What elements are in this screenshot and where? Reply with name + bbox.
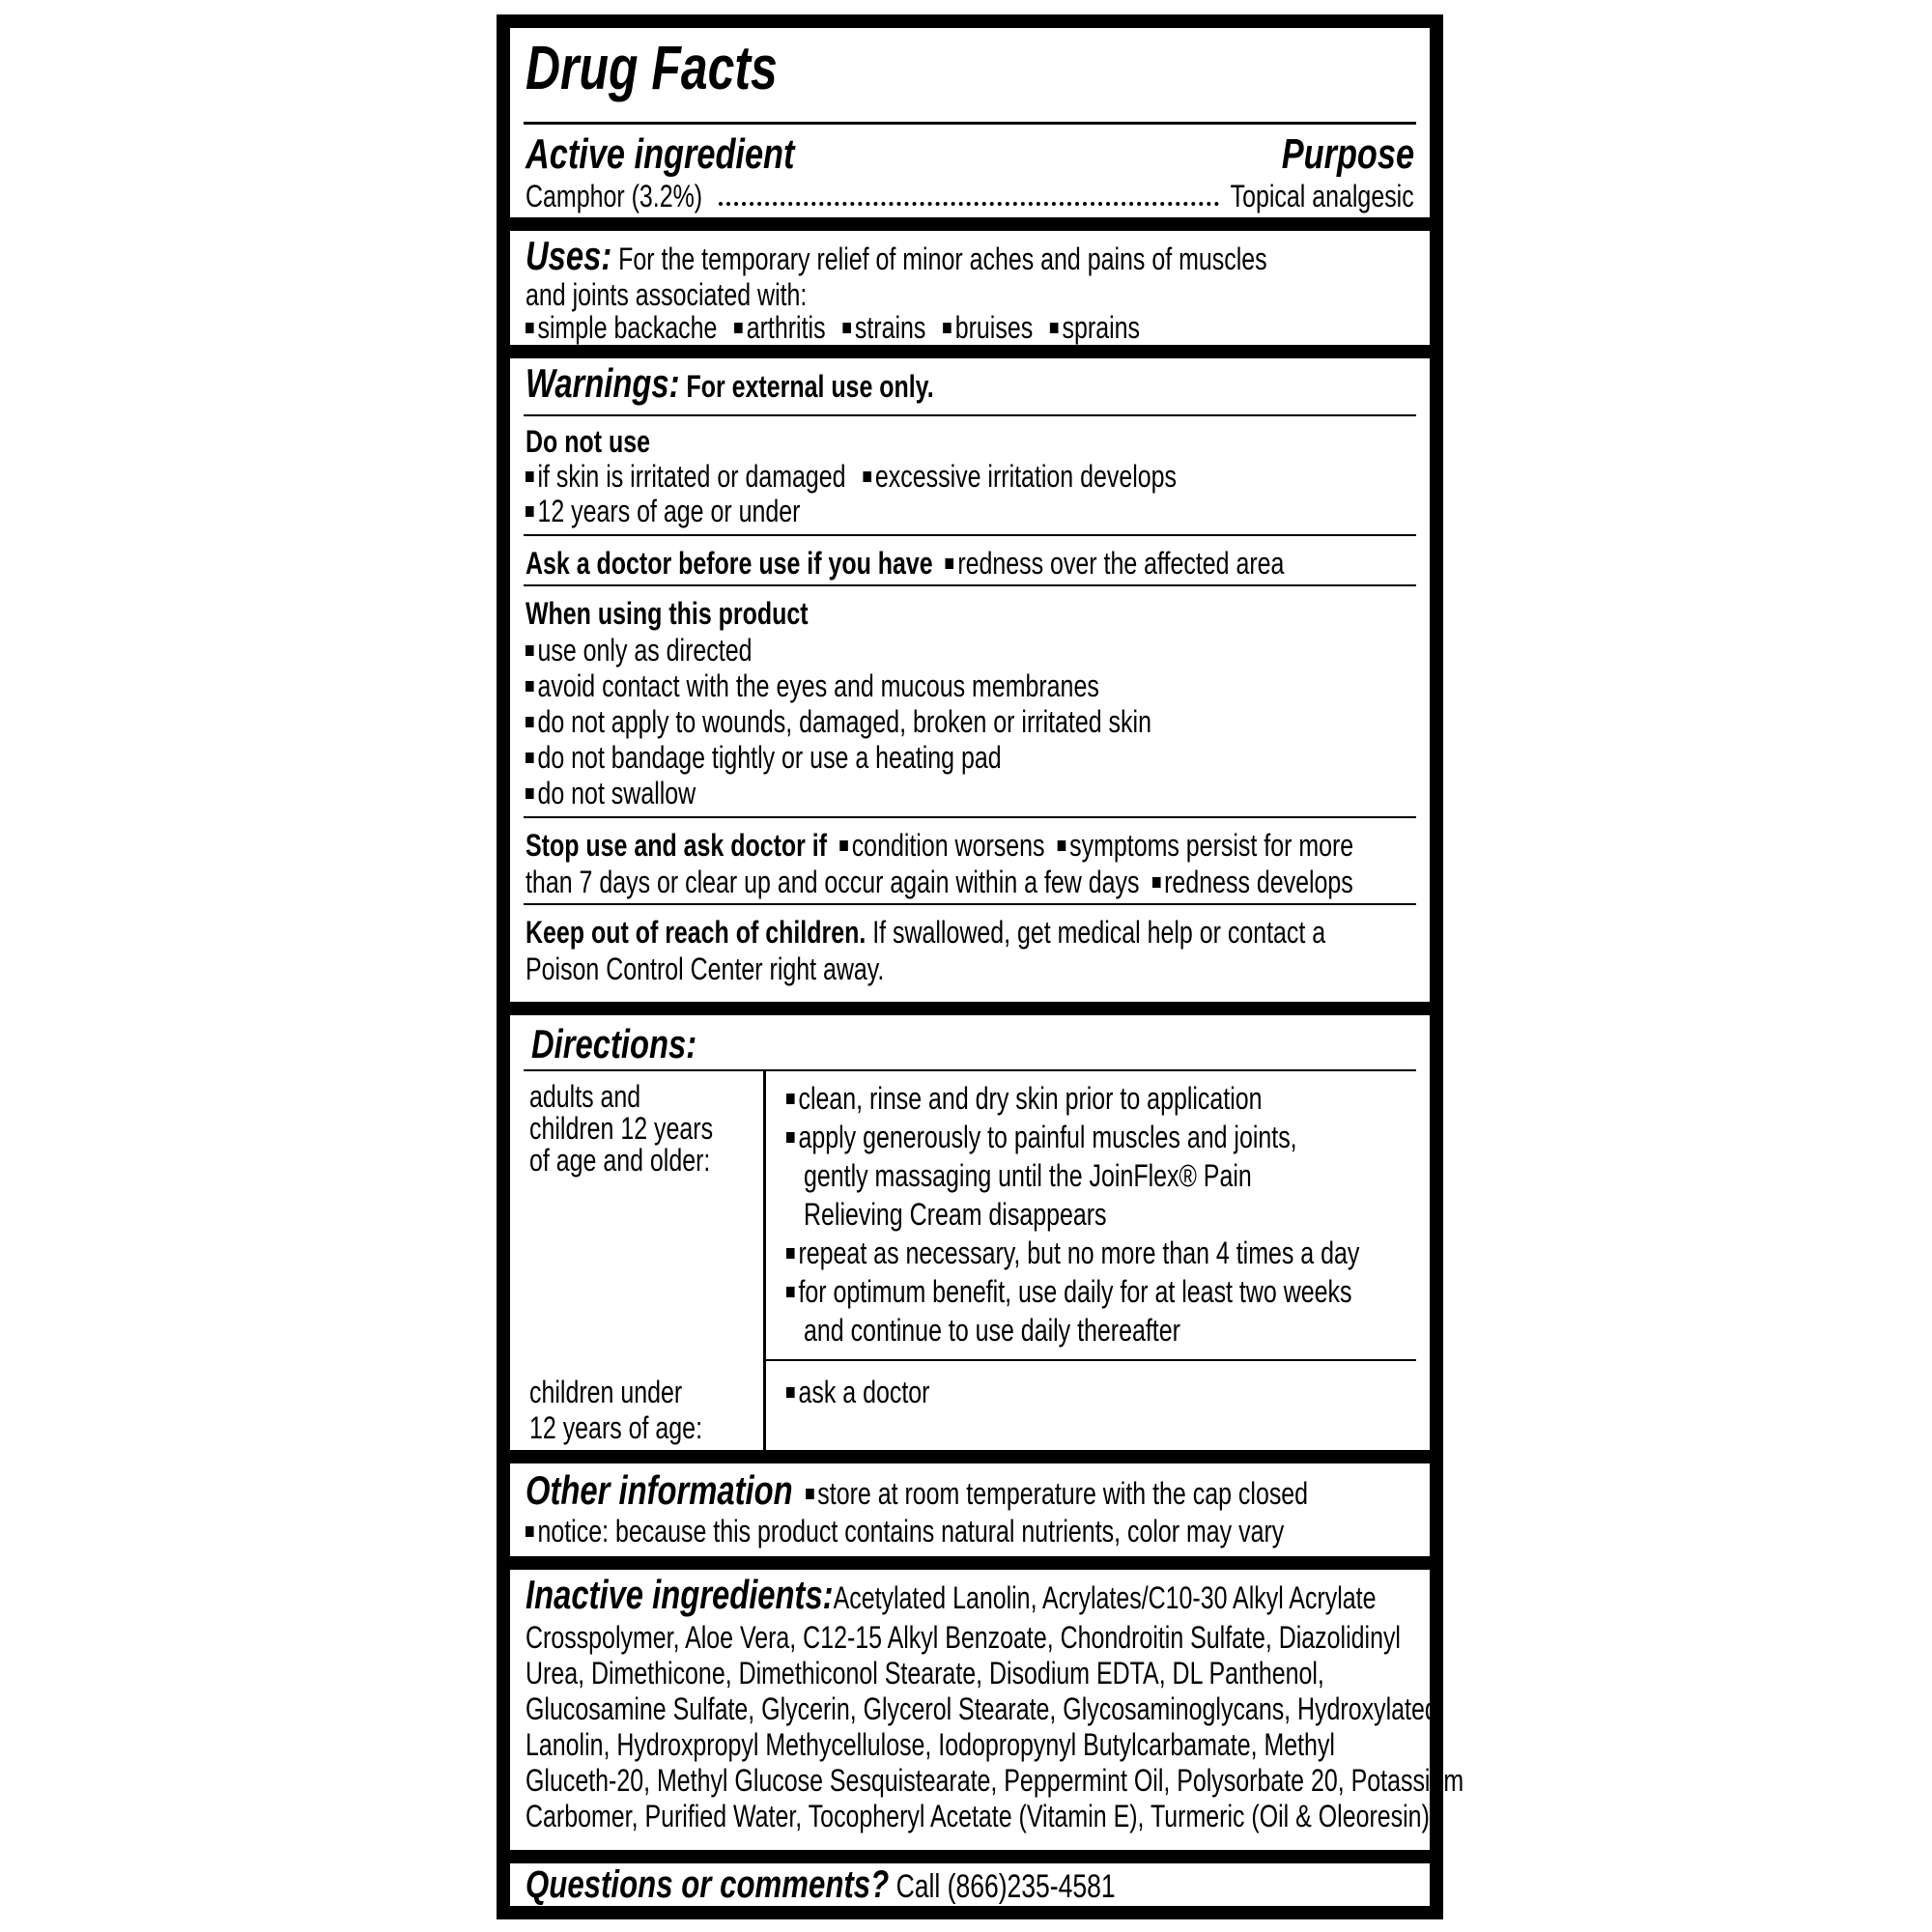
other-info-line-2: notice: because this product contains natural nutrients, color may vary: [526, 1514, 1498, 1548]
active-ingredient-box: [510, 28, 1430, 217]
directions-box: [510, 1015, 1430, 1450]
section-rule: [524, 903, 1416, 905]
drug-facts-title: Drug Facts: [526, 33, 778, 102]
bullet-icon: [786, 1094, 795, 1104]
uses-heading: Uses:: [526, 233, 612, 278]
children-label: children under 12 years of age:: [529, 1375, 702, 1445]
camphor-text: Camphor (3.2%): [526, 179, 703, 213]
use-item: bruises: [954, 310, 1034, 345]
direction-item: clean, rinse and dry skin prior to application: [786, 1081, 1396, 1116]
inactive-ingredients-box: [510, 1570, 1464, 1850]
bullet-icon: [1058, 840, 1066, 851]
uses-box: [510, 231, 1430, 345]
inactive-line: Carbomer, Purified Water, Tocopheryl Acetate (Vitamin E), Turmeric (Oil & Oleoresin).: [526, 1799, 1436, 1833]
bullet-icon: [526, 753, 534, 763]
when-using-heading: When using this product: [526, 596, 809, 631]
ask-doctor-heading: Ask a doctor before use if you have: [526, 546, 933, 581]
children-direction-item: ask a doctor: [786, 1375, 970, 1409]
when-using-item: do not swallow: [526, 776, 744, 810]
bullet-icon: [526, 717, 534, 727]
inactive-line: Inactive ingredients:Acetylated Lanolin, Acrylates/C10-30 Alkyl Acrylate: [526, 1572, 1377, 1617]
bullet-icon: [526, 323, 534, 333]
direction-item: for optimum benefit, use daily for at least two weeks: [786, 1274, 1512, 1309]
bullet-icon: [526, 1526, 534, 1537]
list-item: 12 years of age or under: [537, 494, 801, 528]
inactive-line: Glucosamine Sulfate, Glycerin, Glycerol Stearate, Glycosaminoglycans, Hydroxylated: [526, 1691, 1438, 1726]
bullet-icon: [943, 323, 952, 333]
dot-leader: [719, 202, 1219, 206]
warnings-heading: Warnings:: [526, 360, 680, 406]
purpose-heading: Purpose: [1281, 130, 1414, 178]
other-info-heading: Other information: [526, 1467, 793, 1513]
bullet-icon: [526, 471, 534, 482]
ask-doctor-line: [526, 546, 1498, 581]
title-rule: [524, 122, 1416, 125]
bullet-icon: [734, 323, 743, 333]
uses-line-2: and joints associated with:: [526, 277, 808, 312]
when-using-item: avoid contact with the eyes and mucous membranes: [526, 668, 1261, 703]
bullet-icon: [526, 788, 534, 799]
drug-facts-panel: [497, 14, 1464, 1919]
list-item: excessive irritation develops: [874, 459, 1178, 494]
keep-out-heading: Keep out of reach of children.: [526, 915, 867, 950]
other-information-box: [510, 1463, 1430, 1556]
list-item: if skin is irritated or damaged: [537, 459, 846, 494]
adults-label: adults and children 12 years of age and older:: [529, 1079, 714, 1178]
bullet-icon: [786, 1132, 795, 1143]
bullet-icon: [526, 645, 534, 656]
warnings-rule: [524, 414, 1416, 416]
section-rule: [524, 584, 1416, 586]
bullet-icon: [1050, 323, 1059, 333]
when-using-item: do not apply to wounds, damaged, broken or irritated skin: [526, 704, 1328, 739]
direction-item-cont: gently massaging until the JoinFlex® Pain: [804, 1158, 1252, 1193]
section-rule: [524, 816, 1416, 818]
keep-out-line-2: Poison Control Center right away.: [526, 952, 885, 986]
questions-line: [526, 1865, 1282, 1906]
use-item: arthritis: [746, 310, 826, 345]
inactive-line: Urea, Dimethicone, Dimethiconol Stearate, Disodium EDTA, DL Panthenol,: [526, 1656, 1324, 1690]
other-info-line-1: Other information store at room temperature with the cap closed: [526, 1467, 1309, 1513]
direction-item-cont: Relieving Cream disappears: [804, 1197, 1107, 1232]
external-use-text: For external use only.: [686, 369, 934, 404]
do-not-use-line-1: [526, 459, 1360, 494]
bullet-icon: [946, 558, 954, 569]
bullet-icon: [842, 323, 851, 333]
bullet-icon: [839, 840, 848, 851]
directions-rule: [524, 1069, 1416, 1071]
direction-item: apply generously to painful muscles and joints,: [786, 1120, 1441, 1154]
bullet-icon: [786, 1287, 795, 1297]
phone-text: Call (866)235-4581: [895, 1868, 1116, 1905]
section-rule: [524, 534, 1416, 536]
do-not-use-heading: Do not use: [526, 424, 650, 459]
warnings-header: [526, 360, 1049, 406]
keep-out-line-1: Keep out of reach of children. If swallowed, get medical help or contact a: [526, 915, 1326, 950]
do-not-use-line-2: [526, 494, 878, 528]
inactive-heading: Inactive ingredients:: [526, 1572, 834, 1617]
bullet-icon: [806, 1489, 814, 1499]
when-using-item: use only as directed: [526, 633, 816, 668]
active-ingredient-heading: Active ingredient: [526, 130, 795, 178]
bullet-icon: [1152, 877, 1161, 888]
inactive-line: Crosspolymer, Aloe Vera, C12-15 Alkyl Benzoate, Chondroitin Sulfate, Diazolidinyl: [526, 1620, 1401, 1655]
warnings-box: [510, 358, 1430, 1002]
bullet-icon: [526, 506, 534, 517]
use-item: simple backache: [537, 310, 718, 345]
stop-use-line-2: than 7 days or clear up and occur again within a few days redness develops: [526, 865, 1353, 899]
when-using-item: do not bandage tightly or use a heating pad: [526, 740, 1136, 775]
ask-doctor-item: redness over the affected area: [957, 546, 1285, 581]
directions-heading: Directions:: [531, 1021, 697, 1066]
uses-line-1: [526, 233, 1476, 278]
questions-heading: Questions or comments?: [526, 1863, 890, 1906]
bullet-icon: [863, 471, 871, 482]
direction-item-cont: and continue to use daily thereafter: [804, 1313, 1180, 1348]
questions-box: [510, 1863, 1430, 1906]
use-item: sprains: [1062, 310, 1140, 345]
bullet-icon: [526, 681, 534, 692]
directions-row-divider: [763, 1359, 1416, 1361]
bullet-icon: [786, 1248, 795, 1259]
use-item: strains: [854, 310, 926, 345]
uses-items: [526, 310, 1313, 345]
uses-text-1: For the temporary relief of minor aches and pains of muscles: [618, 242, 1267, 276]
stop-use-line-1: Stop use and ask doctor if condition worsens symptoms persist for more: [526, 828, 1354, 863]
purpose-text: Topical analgesic: [1230, 179, 1414, 213]
inactive-line: Gluceth-20, Methyl Glucose Sesquistearate, Peppermint Oil, Polysorbate 20, Potassium: [526, 1763, 1464, 1798]
inactive-line: Lanolin, Hydroxpropyl Methycellulose, Iodopropynyl Butylcarbamate, Methyl: [526, 1727, 1335, 1762]
bullet-icon: [786, 1387, 795, 1398]
stop-use-heading: Stop use and ask doctor if: [526, 828, 828, 863]
direction-item: repeat as necessary, but no more than 4 times a day: [786, 1236, 1521, 1270]
